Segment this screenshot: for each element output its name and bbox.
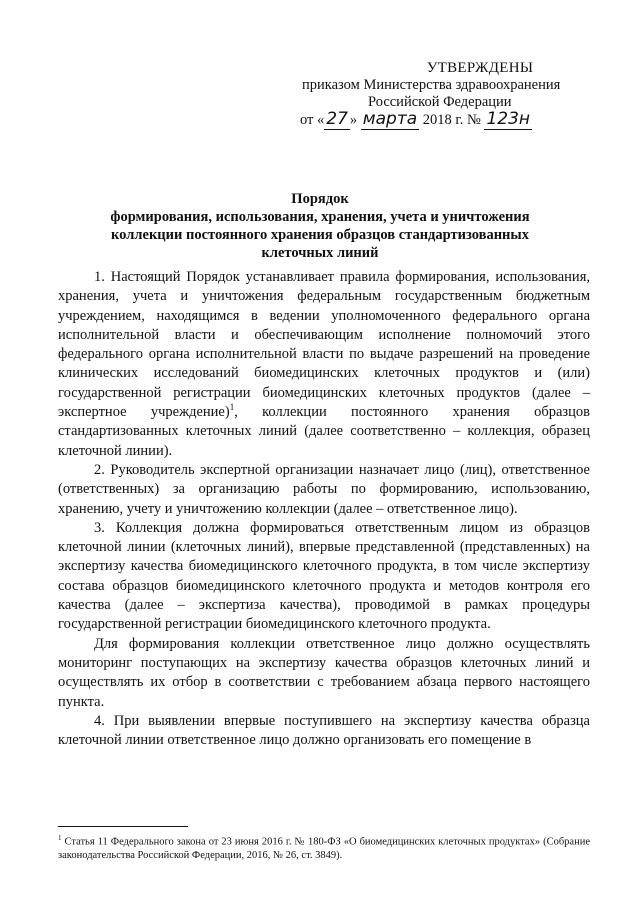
title-line-3: коллекции постоянного хранения образцов стандартизованных <box>111 227 529 243</box>
paragraph-3: 3. Коллекция должна формироваться ответственным лицом из образцов клеточной линии (клеточных линий), впервые представленной (представленных) на экспертизу качества биомедицинского клеточного продукта, в том числе экспертизу состава образцов биомедицинского клеточного продукта и методов контроля его качества (далее – экспертиза качества), проводимой в рамках процедуры государственной регистрации биомедицинского клеточного продукта. <box>58 519 590 633</box>
paragraph-1-text-a: 1. Настоящий Порядок устанавливает правила формирования, использования, хранения, учета и уничтожения федеральным государственным бюджетным учреждением, находящимся в ведении уполномоченного федерального органа исполнительной власти и обеспечивающим исполнение полномочий этого федерального органа исполнительной власти по выдаче разрешений на проведение клинических исследований биомедицинских клеточных продуктов и (или) государственной регистрации биомедицинских клеточных продуктов (далее – экспертное учреждение) <box>58 269 590 421</box>
date-day: 27 <box>326 109 348 129</box>
approval-block <box>300 60 600 129</box>
paragraph-5: 4. При выявлении впервые поступившего на экспертизу качества образца клеточной линии ответственное лицо должно организовать его помещение в <box>58 712 590 749</box>
footnote <box>58 832 590 862</box>
approval-heading: УТВЕРЖДЕНЫ <box>426 60 534 76</box>
date-mid: » <box>349 112 361 128</box>
date-suffix: 2018 г. № <box>419 112 485 128</box>
footnote-ref: 1 <box>229 402 235 413</box>
date-prefix: от « <box>300 112 325 128</box>
title-line-2: формирования, использования, хранения, учета и уничтожения <box>110 209 530 225</box>
footnote-divider <box>58 826 188 827</box>
paragraph-2: 2. Руководитель экспертной организации назначает лицо (лиц), ответственное (ответственных) за организацию работы по формированию, использованию, хранению, учету и уничтожению коллекции (далее – ответственное лицо). <box>58 461 590 517</box>
footnote-text: Статья 11 Федерального закона от 23 июня 2016 г. № 180-ФЗ «О биомедицинских клеточных продуктах» (Собрание законодательства Российской Федерации, 2016, № 26, ст. 3849). <box>58 836 590 861</box>
order-number: 123н <box>486 109 530 129</box>
approval-order-line: приказом Министерства здравоохранения <box>302 77 561 93</box>
footnote-mark: 1 <box>58 834 62 842</box>
title-line-1: Порядок <box>291 191 349 207</box>
document-body <box>58 268 590 750</box>
approval-date-line <box>300 111 600 129</box>
paragraph-1 <box>58 268 590 461</box>
paragraph-4: Для формирования коллекции ответственное лицо должно осуществлять мониторинг поступающих на экспертизу качества образцов клеточных линий и осуществлять их отбор в соответствии с требованием абзаца первого настоящего пункта. <box>58 635 590 710</box>
date-month: марта <box>362 109 418 129</box>
paragraph-1-text-b: , коллекции постоянного хранения образцов стандартизованных клеточных линий (далее соответственно – коллекция, образец клеточной линии). <box>58 404 590 459</box>
document-title <box>70 190 570 262</box>
title-line-4: клеточных линий <box>261 245 379 261</box>
approval-ministry-line: Российской Федерации <box>368 94 512 110</box>
